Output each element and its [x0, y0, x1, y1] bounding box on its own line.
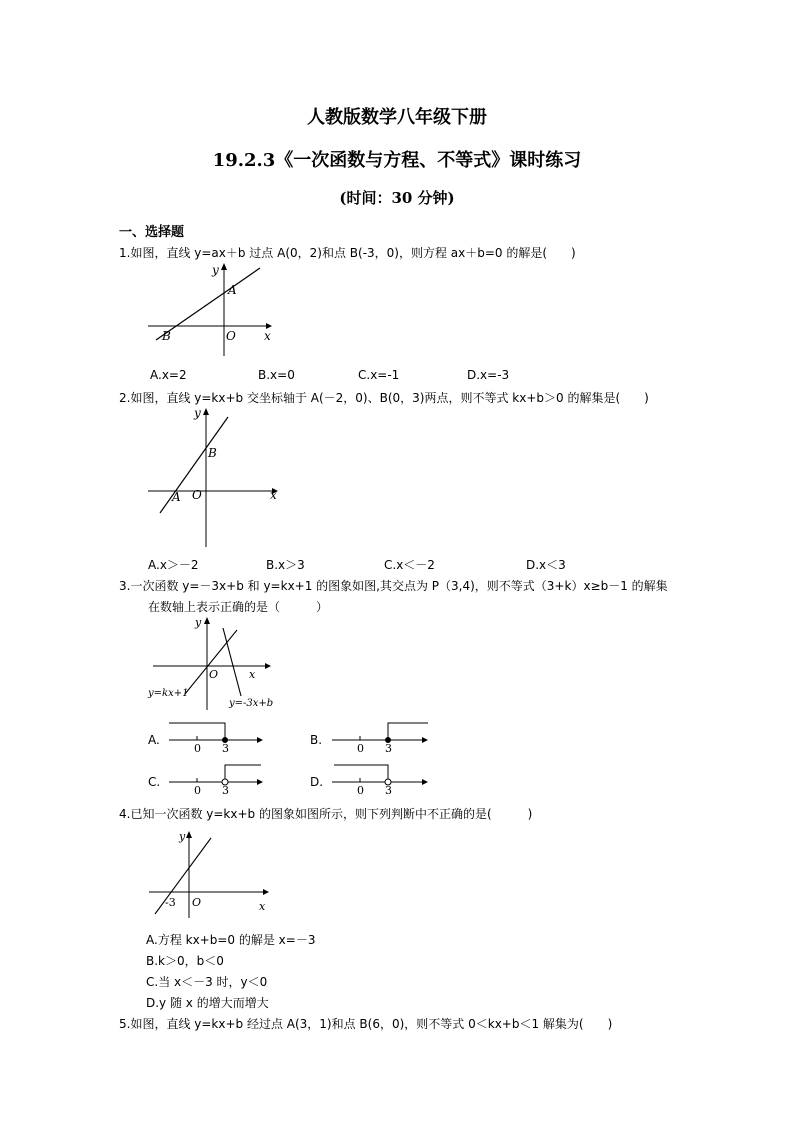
- time-limit: (时间：30 分钟): [339, 189, 455, 207]
- question-3-stem-line-2: 在数轴上表示正确的是（ ）: [148, 600, 329, 614]
- q3d-three-tick: 3: [385, 784, 392, 796]
- q2-point-a-label: A: [172, 490, 181, 504]
- page-subtitle: 19.2.3《一次函数与方程、不等式》课时练习: [212, 150, 582, 171]
- question-1-stem: 1.如图，直线 y=ax＋b 过点 A(0，2)和点 B(-3，0)，则方程 ax＋b=0 的解是( ): [119, 246, 576, 260]
- q3-origin-label: O: [209, 668, 219, 681]
- question-1-option-c: C.x=-1: [358, 368, 400, 382]
- q2-y-label: y: [194, 406, 201, 420]
- q3a-zero-tick: 0: [194, 742, 201, 754]
- question-3-option-c-numberline: [165, 760, 265, 796]
- q1-point-b-label: B: [162, 329, 171, 343]
- question-3-option-d-label: D.: [310, 775, 324, 789]
- question-3-option-d-numberline: [328, 760, 432, 796]
- question-3-graph: [145, 614, 280, 714]
- q3a-three-tick: 3: [222, 742, 229, 754]
- q2-origin-label: O: [192, 488, 202, 502]
- q3-line-kx1-label: y=kx+1: [148, 688, 189, 699]
- question-2-option-a: A.x＞－2: [148, 558, 199, 572]
- question-2-stem: 2.如图，直线 y=kx+b 交坐标轴于 A(－2，0)、B(0，3)两点，则不等式 kx+b＞0 的解集是( ): [119, 391, 649, 405]
- question-3-option-a-label: A.: [148, 733, 160, 747]
- question-4-graph: [145, 826, 280, 921]
- q4-x-label: x: [259, 900, 266, 913]
- question-4-option-d: D.y 随 x 的增大而增大: [146, 996, 269, 1010]
- q4-y-label: y: [179, 830, 186, 843]
- q2-point-b-label: B: [208, 446, 217, 460]
- question-3-stem-line-1: 3.一次函数 y=－3x+b 和 y=kx+1 的图象如图,其交点为 P（3,4)，则不等式（3+k）x≥b－1 的解集: [119, 579, 668, 593]
- q1-y-label: y: [212, 263, 219, 277]
- question-4-option-c: C.当 x＜－3 时，y＜0: [146, 975, 268, 989]
- question-4-option-b: B.k＞0，b＜0: [146, 954, 224, 968]
- question-3-option-b-numberline: [328, 718, 432, 754]
- question-3-option-b-label: B.: [310, 733, 323, 747]
- q4-origin-label: O: [192, 896, 202, 909]
- q3c-zero-tick: 0: [194, 784, 201, 796]
- q3-x-label: x: [249, 668, 256, 681]
- question-5-stem: 5.如图，直线 y=kx+b 经过点 A(3，1)和点 B(6，0)，则不等式 0＜kx+b＜1 解集为( ): [119, 1017, 613, 1031]
- q1-x-label: x: [264, 329, 271, 343]
- question-3-option-c-label: C.: [148, 775, 161, 789]
- q3-line-3xb-label: y=-3x+b: [229, 698, 274, 709]
- question-2-option-b: B.x＞3: [266, 558, 305, 572]
- q1-origin-label: O: [226, 329, 236, 343]
- q3-y-label: y: [195, 616, 202, 629]
- page-title: 人教版数学八年级下册: [307, 107, 487, 128]
- question-1-option-b: B.x=0: [258, 368, 295, 382]
- q3d-zero-tick: 0: [357, 784, 364, 796]
- q3c-three-tick: 3: [222, 784, 229, 796]
- question-4-option-a: A.方程 kx+b=0 的解是 x=－3: [146, 933, 316, 947]
- q3b-three-tick: 3: [385, 742, 392, 754]
- q3b-zero-tick: 0: [357, 742, 364, 754]
- question-4-stem: 4.已知一次函数 y=kx+b 的图象如图所示，则下列判断中不正确的是( ): [119, 807, 533, 821]
- question-2-option-c: C.x＜－2: [384, 558, 435, 572]
- question-2-graph: [142, 405, 282, 550]
- question-1-option-a: A.x=2: [150, 368, 187, 382]
- q2-x-label: x: [270, 488, 277, 502]
- question-1-option-d: D.x=-3: [467, 368, 510, 382]
- q1-point-a-label: A: [228, 283, 237, 297]
- section-heading: 一、选择题: [119, 225, 185, 240]
- question-3-option-a-numberline: [165, 718, 265, 754]
- q4-neg3-tick: -3: [165, 896, 176, 909]
- question-2-option-d: D.x＜3: [526, 558, 566, 572]
- question-1-graph: [140, 260, 280, 360]
